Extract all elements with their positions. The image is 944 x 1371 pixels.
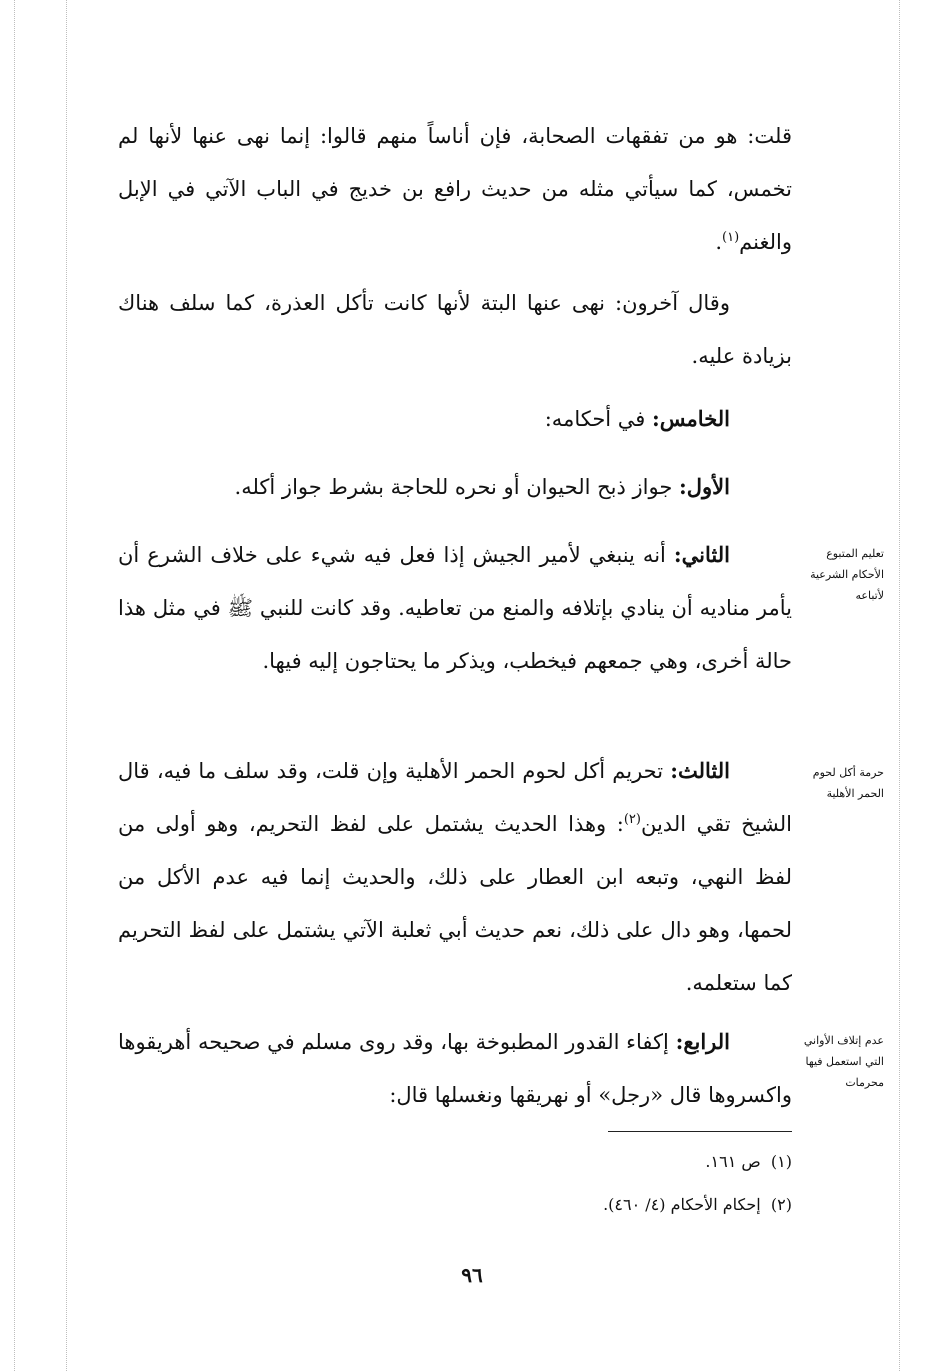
dotted-guide xyxy=(899,0,900,1371)
margin-note: تعليم المتبوع الأحكام الشرعية لأتباعه xyxy=(810,547,884,602)
paragraph: الأول: جواز ذبح الحيوان أو نحره للحاجة بشرط جواز أكله. xyxy=(234,474,730,499)
margin-note: حرمة أكل لحوم الحمر الأهلية xyxy=(812,766,884,800)
footnote: (٢) إحكام الأحكام (٤/ ٤٦٠). xyxy=(603,1195,792,1214)
margin-note: عدم إتلاف الأواني التي استعمل فيها محرمات xyxy=(803,1034,884,1089)
paragraph: الثاني: أنه ينبغي لأمير الجيش إذا فعل فيه شيء على خلاف الشرع أن يأمر مناديه أن ينادي بإتلافه والمنع من تعاطيه. وقد كانت للنبي ﷺ في مثل هذا حالة أخرى، وهي جمعهم فيخطب، ويذكر ما يحتاجون إليه فيها. xyxy=(118,542,792,673)
dotted-guide xyxy=(66,0,67,1371)
paragraph: قلت: هو من تفقهات الصحابة، فإن أناساً منهم قالوا: إنما نهى عنها لأنها لم تخمس، كما سيأتي مثله من حديث رافع بن خديج في الباب الآتي في الإبل والغنم$^{(١)}$. xyxy=(118,124,792,254)
section-heading: الخامس: في أحكامه: xyxy=(544,406,730,431)
dotted-guide xyxy=(14,0,15,1371)
page-number: ٩٦ xyxy=(461,1263,483,1287)
paragraph: الرابع: إكفاء القدور المطبوخة بها، وقد روى مسلم في صحيحه أهريقوها واكسروها قال «رجل» أو نهريقها ونغسلها قال: xyxy=(117,1029,792,1107)
footnote-separator xyxy=(608,1131,792,1132)
paragraph: الثالث: تحريم أكل لحوم الحمر الأهلية وإن قلت، وقد سلف ما فيه، قال الشيخ تقي الدين$^{(٢)}$: وهذا الحديث يشتمل على لفظ التحريم، وهو أولى من لفظ النهي، وتبعه ابن العطار على ذلك، والحديث إنما فيه عدم الأكل من لحمها، وهو دال على ذلك، نعم حديث أبي ثعلبة الآتي يشتمل على لفظ التحريم كما ستعلمه. xyxy=(118,758,792,995)
footnote: (١) ص ١٦١. xyxy=(705,1152,792,1171)
paragraph: وقال آخرون: نهى عنها البتة لأنها كانت تأكل العذرة، كما سلف هناك بزيادة عليه. xyxy=(118,291,792,368)
